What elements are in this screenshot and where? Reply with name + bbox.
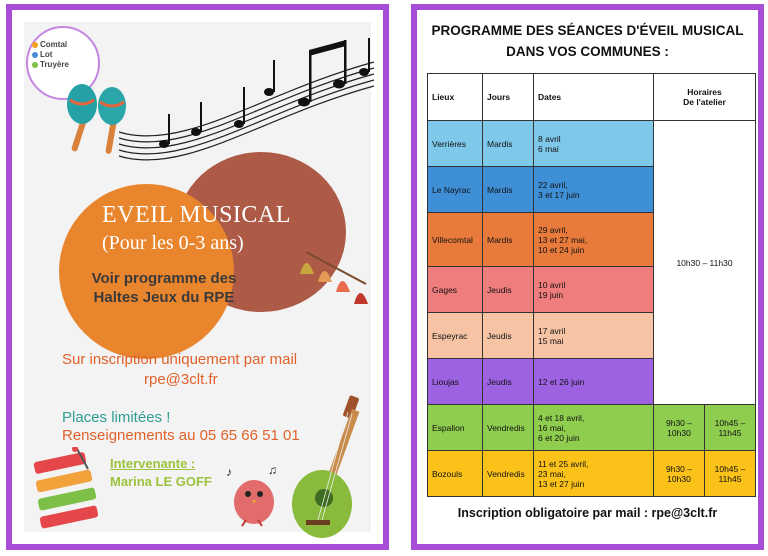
- table-row: [428, 121, 756, 167]
- svg-text:♫: ♫: [268, 464, 277, 477]
- cell-lieu: Espalion: [428, 405, 483, 451]
- time-line: 11h45: [718, 473, 742, 484]
- logo-dot-green: [32, 62, 38, 68]
- date-line: 29 avril,: [538, 224, 568, 235]
- cell-jour: Mardis: [483, 121, 534, 167]
- date-line: 3 et 17 juin: [538, 189, 580, 200]
- cell-dates: [534, 167, 654, 213]
- date-line: 13 et 27 mai,: [538, 234, 588, 245]
- cell-dates: [534, 121, 654, 167]
- cell-lieu: Le Nayrac: [428, 167, 483, 213]
- cell-lieu: Lioujas: [428, 359, 483, 405]
- date-line: 19 juin: [538, 289, 564, 300]
- table-header-row: [428, 74, 756, 121]
- cell-lieu: Villecomtal: [428, 213, 483, 267]
- logo-line-2: Lot: [40, 50, 53, 59]
- poster-title: EVEIL MUSICAL: [102, 202, 291, 228]
- date-line: 16 mai,: [538, 422, 566, 433]
- cell-horaire-b: [705, 451, 756, 497]
- time-line: 11h45: [718, 427, 742, 438]
- cell-jour: Jeudis: [483, 267, 534, 313]
- eveil-musical-poster: [6, 4, 389, 550]
- cell-horaire-a: [654, 405, 705, 451]
- programme-title: [417, 20, 758, 62]
- cell-lieu: Espeyrac: [428, 313, 483, 359]
- header-horaires-line-2: De l'atelier: [683, 97, 726, 107]
- maracas-icon: [62, 80, 142, 160]
- programme-table: [427, 73, 756, 497]
- cell-dates: [534, 451, 654, 497]
- table-row: [428, 405, 756, 451]
- cell-dates: [534, 405, 654, 451]
- time-line: 10h30: [667, 473, 691, 484]
- intervenante-name: Marina LE GOFF: [110, 474, 212, 489]
- bells-icon: [292, 244, 380, 314]
- date-line: 22 avril,: [538, 179, 568, 190]
- cell-shared-horaire: 10h30 – 11h30: [654, 121, 756, 405]
- header-lieux: Lieux: [428, 74, 483, 121]
- time-line: 10h45 –: [714, 417, 746, 428]
- inscription-text: Sur inscription uniquement par mail: [62, 351, 298, 368]
- cell-jour: Mardis: [483, 213, 534, 267]
- cell-jour: Vendredis: [483, 451, 534, 497]
- cell-jour: Jeudis: [483, 313, 534, 359]
- renseignements-phone: Renseignements au 05 65 66 51 01: [62, 427, 300, 444]
- cell-lieu: Verrières: [428, 121, 483, 167]
- date-line: 15 mai: [538, 335, 564, 346]
- poster-email[interactable]: rpe@3clt.fr: [144, 371, 218, 388]
- date-line: 10 et 24 juin: [538, 244, 585, 255]
- ukulele-icon: [286, 392, 382, 542]
- cell-lieu: Bozouls: [428, 451, 483, 497]
- time-line: 9h30 –: [666, 463, 692, 474]
- time-line: 9h30 –: [666, 417, 692, 428]
- date-line: 17 avril: [538, 325, 566, 336]
- cell-jour: Jeudis: [483, 359, 534, 405]
- time-line: 10h45 –: [714, 463, 746, 474]
- header-horaires-line-1: Horaires: [687, 87, 722, 97]
- programme-title-line-1: PROGRAMME DES SÉANCES D'ÉVEIL MUSICAL: [431, 23, 744, 38]
- poster-background: [24, 22, 371, 532]
- date-line: 6 et 20 juin: [538, 432, 580, 443]
- bird-icon: [224, 464, 284, 534]
- svg-text:♪: ♪: [226, 465, 232, 479]
- places-limitees-text: Places limitées !: [62, 409, 171, 426]
- cell-dates: [534, 359, 654, 405]
- cell-horaire-b: [705, 405, 756, 451]
- voir-line-2: Haltes Jeux du RPE: [93, 289, 235, 306]
- date-line: 11 et 25 avril,: [538, 458, 589, 469]
- date-line: 8 avril: [538, 133, 561, 144]
- intervenante-label: Intervenante :: [110, 456, 196, 471]
- cell-jour: Mardis: [483, 167, 534, 213]
- cell-dates: [534, 313, 654, 359]
- date-line: 13 et 27 juin: [538, 478, 585, 489]
- date-line: 10 avril: [538, 279, 566, 290]
- table-row: [428, 451, 756, 497]
- cell-jour: Vendredis: [483, 405, 534, 451]
- logo-dot-yellow: [32, 42, 38, 48]
- cell-lieu: Gages: [428, 267, 483, 313]
- programme-footer: Inscription obligatoire par mail : rpe@3clt.fr: [457, 506, 718, 520]
- programme-poster: [411, 4, 764, 550]
- cell-horaire-a: [654, 451, 705, 497]
- logo-line-1: Comtal: [40, 40, 68, 49]
- cell-dates: [534, 267, 654, 313]
- date-line: 23 mai,: [538, 468, 566, 479]
- date-line: 4 et 18 avril,: [538, 412, 585, 423]
- date-line: 6 mai: [538, 143, 559, 154]
- poster-subtitle: (Pour les 0-3 ans): [102, 232, 244, 254]
- programme-table-body: [428, 121, 756, 497]
- time-line: 10h30: [667, 427, 691, 438]
- header-horaires: [654, 74, 756, 121]
- header-dates: Dates: [534, 74, 654, 121]
- xylophone-icon: [28, 447, 106, 539]
- date-line: 12 et 26 juin: [538, 376, 585, 387]
- header-jours: Jours: [483, 74, 534, 121]
- cell-dates: [534, 213, 654, 267]
- programme-title-line-2: DANS VOS COMMUNES :: [506, 44, 669, 59]
- logo-line-3: Truyère: [40, 60, 69, 69]
- voir-programme-text: [64, 269, 264, 307]
- logo-dot-blue: [32, 52, 38, 58]
- voir-line-1: Voir programme des: [91, 270, 237, 287]
